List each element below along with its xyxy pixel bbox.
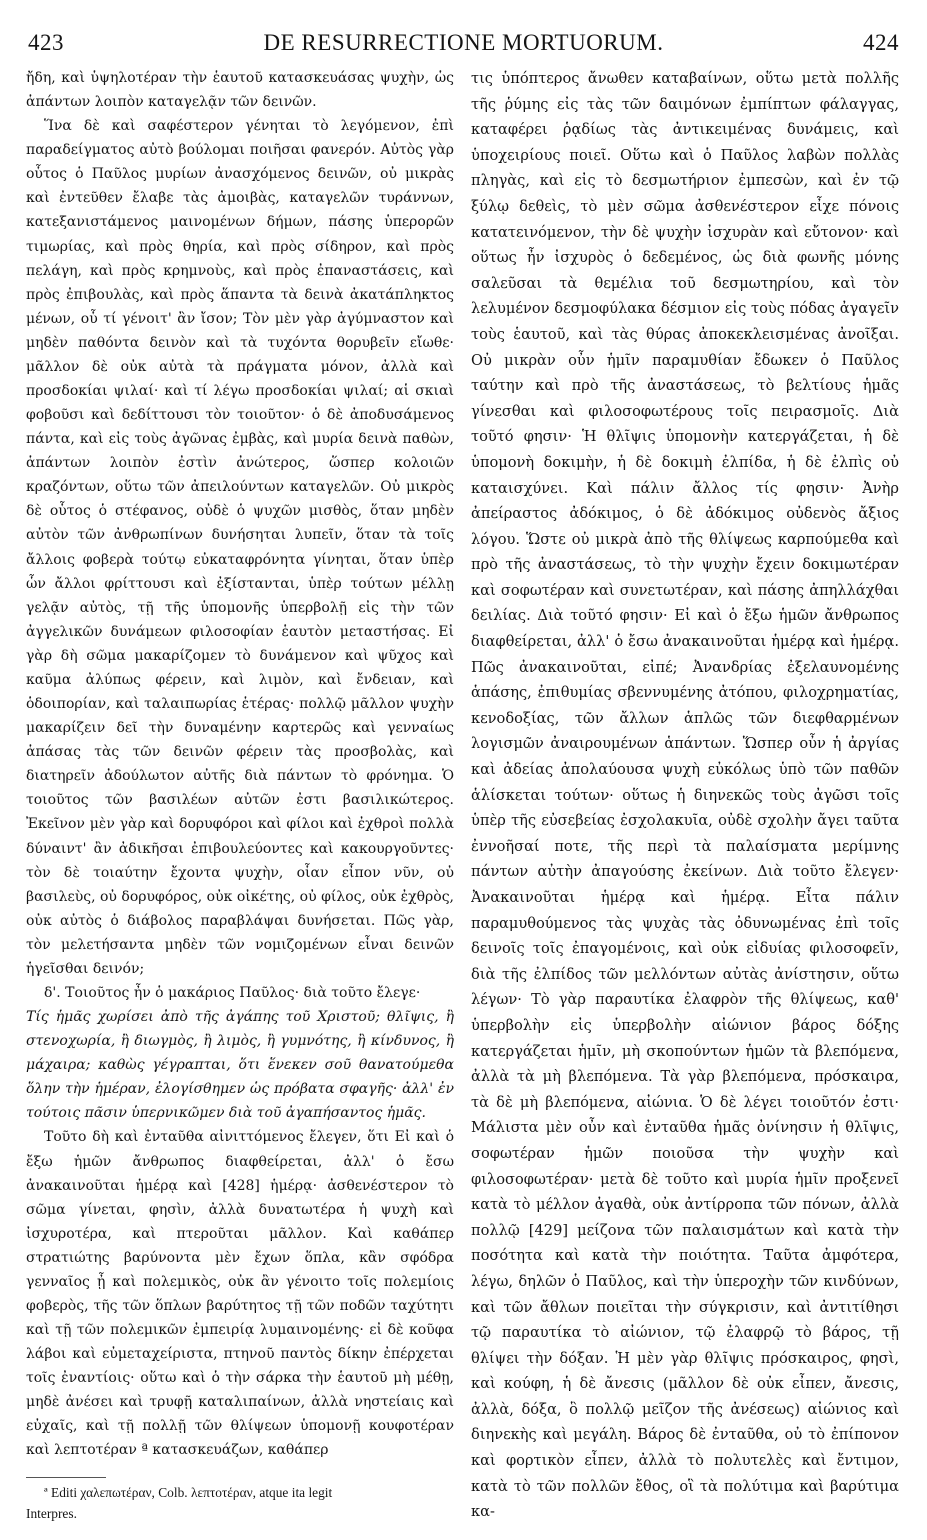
section-marker: δ'. Τοιοῦτος ἦν ὁ μακάριος Παῦλος· διὰ τοῦτο ἔλεγε· <box>44 984 421 1001</box>
footnote <box>26 1482 454 1524</box>
paragraph: ἤδη, καὶ ὑψηλοτέραν τὴν ἑαυτοῦ κατασκευάσας ψυχὴν, ὡς ἁπάντων λοιπὸν καταγελᾷν τῶν δεινῶν. <box>26 70 454 111</box>
footnote-rule <box>26 1477 106 1478</box>
right-column <box>471 66 899 1526</box>
left-column <box>26 66 454 1474</box>
page-number-left: 423 <box>28 30 64 55</box>
scripture-quote: Τίς ἡμᾶς χωρίσει ἀπὸ τῆς ἀγάπης τοῦ Χριστοῦ; θλῖψις, ἢ στενοχωρία, ἢ διωγμὸς, ἢ λιμὸς, ἢ γυμνότης, ἢ κίνδυνος, ἢ μάχαιρα; καθὼς γέγραπται, ὅτι ἕνεκεν σοῦ θανατούμεθα ὅλην τὴν ἡμέραν, ἐλογίσθημεν ὡς πρόβατα σφαγῆς· ἀλλ' ἐν τούτοις πᾶσιν ὑπερνικῶμεν διὰ τοῦ ἀγαπήσαντος ἡμᾶς. <box>26 1009 454 1122</box>
paragraph: Τοῦτο δὴ καὶ ἐνταῦθα αἰνιττόμενος ἔλεγεν, ὅτι Εἰ καὶ ὁ ἔξω ἡμῶν ἄνθρωπος διαφθείρεται, ἀλλ' ὁ ἔσω ἀνακαινοῦται ἡμέρᾳ καὶ [428] ἡμέρᾳ· ἀσθενέστερον τὸ σῶμα γίνεται, φησὶν, ἀλλὰ δυνατωτέρα ἡ ψυχὴ καὶ ἰσχυροτέρα, καὶ πτεροῦται μᾶλλον. Καὶ καθάπερ στρατιώτης βαρύνοντα μὲν ἔχων ὅπλα, κἂν σφόδρα γενναῖος ᾖ καὶ πολεμικὸς, οὐκ ἂν γένοιτο τοῖς πολεμίοις φοβερὸς, τῆς τῶν ὅπλων βαρύτητος τῇ τῶν ποδῶν ταχύτητι καὶ τῇ τῶν πολεμικῶν ἐμπειρίᾳ λυμαινομένης· εἰ δὲ κοῦφα λάβοι καὶ εὐμεταχείριστα, πτηνοῦ παντὸς δίκην ἐπέρχεται τοῖς ἐναντίοις· οὕτω καὶ ὁ τὴν σάρκα τὴν ἑαυτοῦ μὴ μέθῃ, μηδὲ ἀνέσει καὶ τρυφῇ καταλιπαίνων, ἀλλὰ νηστείαις καὶ εὐχαῖς, καὶ τῇ πολλῇ τῶν θλίψεων ὑπομονῇ κουφοτέραν καὶ λεπτοτέραν ª κατασκευάζων, καθάπερ <box>26 1129 454 1459</box>
paragraph: Ἵνα δὲ καὶ σαφέστερον γένηται τὸ λεγόμενον, ἐπὶ παραδείγματος αὐτὸ βούλομαι ποιῆσαι φανερόν. Αὐτὸς γὰρ οὗτος ὁ Παῦλος μυρίων ἀνασχόμενος δεινῶν, οὐ μικρὰς καὶ ἐντεῦθεν ἔλαβε τὰς ἀμοιβὰς, καταγελῶν τυράννων, κατεξανιστάμενος μαινομένων δήμων, πάσης ὑπερορῶν τιμωρίας, καὶ πρὸς θηρία, καὶ πρὸς σίδηρον, καὶ πρὸς πελάγη, καὶ πρὸς κρημνοὺς, καὶ πρὸς ἐπαναστάσεις, καὶ πρὸς ἐπιβουλὰς, καὶ πρὸς ἅπαντα τὰ δεινὰ ἀκατάπληκτος μένων, οὗ τί γένοιτ' ἂν ἴσον; Τὸν μὲν γὰρ ἀγύμναστον καὶ μηδὲν παθόντα δεινὸν καὶ τὰ τυχόντα θορυβεῖν εἴωθε· μᾶλλον δὲ οὐκ αὐτὰ τὰ πράγματα μόνον, ἀλλὰ καὶ προσδοκίαι ψιλαί· καὶ τί λέγω προσδοκίαι ψιλαί; αἱ σκιαὶ φοβοῦσι καὶ δεδίττουσι τὸν τοιοῦτον· ὁ δὲ ἀποδυσάμενος πάντα, καὶ εἰς τοὺς ἀγῶνας ἐμβὰς, καὶ μυρία δεινὰ παθὼν, ἁπάντων λοιπὸν ἐστὶν ἀνώτερος, ὥσπερ κολοιῶν κραζόντων, οὕτω τῶν ἀπειλούντων καταγελῶν. Οὐ μικρὸς δὲ οὗτος ὁ στέφανος, οὐδὲ ὁ ψυχῶν μισθὸς, ὅταν μηδὲν αὐτὸν τῶν ἀνθρωπίνων δυνήσηται λυπεῖν, ὅταν τὰ τοῖς ἄλλοις φοβερὰ τούτῳ εὐκαταφρόνητα γίνηται, ὅταν ὑπὲρ ὧν ἄλλοι φρίττουσι καὶ ἐξίστανται, ὑπὲρ τούτων μέλλῃ γελᾷν αὐτὸς, τῇ τῆς ὑπομονῆς ὑπερβολῇ εἰς τὴν τῶν ἀγγελικῶν δυνάμεων φιλοσοφίαν ἑαυτὸν μεταστήσας. Εἰ γὰρ δὴ σῶμα μακαρίζομεν τὸ δυνάμενον καὶ ψῦχος καὶ καῦμα ἀλύπως φέρειν, καὶ λιμὸν, καὶ ἔνδειαν, καὶ ὁδοιπορίαν, καὶ ταλαιπωρίας ἑτέρας· πολλῷ μᾶλλον ψυχὴν μακαρίζειν δεῖ τὴν δυναμένην καρτερῶς καὶ γενναίως ἁπάσας τὰς τῶν δεινῶν φέρειν τὰς προσβολὰς, καὶ διατηρεῖν ἀδούλωτον αὐτῆς διὰ πάντων τὸ φρόνημα. Ὁ τοιοῦτος τῶν βασιλέων αὐτῶν ἐστι βασιλικώτερος. Ἐκεῖνον μὲν γὰρ καὶ δορυφόροι καὶ φίλοι καὶ ἐχθροὶ πολλὰ δύναιντ' ἂν ἀδικῆσαι ἐπιβουλεύοντες καὶ κακουργοῦντες· τὸν δὲ τοιαύτην ἔχοντα ψυχὴν, οἷαν εἶπον νῦν, οὐ βασιλεὺς, οὐ δορυφόρος, οὐκ οἰκέτης, οὐ φίλος, οὐκ ἐχθρὸς, οὐκ αὐτὸς ὁ διάβολος παραβλάψαι δυνήσεται. Πῶς γὰρ, τὸν μελετήσαντα μηδὲν τῶν νομιζομένων εἶναι δεινῶν ἡγεῖσθαι δεινόν; <box>26 118 454 977</box>
footnote-line: Interpres. <box>26 1506 77 1521</box>
paragraph: τις ὑπόπτερος ἄνωθεν καταβαίνων, οὕτω μετὰ πολλῆς τῆς ῥύμης εἰς τὰς τῶν δαιμόνων ἐμπίπτων φάλαγγας, καταφέρει ῥᾳδίως τὰς ἀντικειμένας δυνάμεις, καὶ ὑποχειρίους ποιεῖ. Οὕτω καὶ ὁ Παῦλος λαβὼν πολλὰς πληγὰς, καὶ εἰς τὸ δεσμωτήριον ἐμπεσὼν, καὶ ἐν τῷ ξύλῳ δεθεὶς, τὸ μὲν σῶμα ἀσθενέστερον εἶχε πόνοις κατατεινόμενον, τὴν δὲ ψυχὴν ἰσχυρὰν καὶ εὔτονον· καὶ οὕτως ἦν ἰσχυρὸς ὁ δεδεμένος, ὡς διὰ φωνῆς μόνης σαλεῦσαι τὰ θεμέλια τοῦ δεσμωτηρίου, καὶ τὸν λελυμένον δεσμοφύλακα δέσμιον εἰς τοὺς πόδας ἀγαγεῖν τοὺς ἑαυτοῦ, καὶ τὰς θύρας ἀποκεκλεισμένας ἀνοῖξαι. Οὐ μικρὰν οὖν ἡμῖν παραμυθίαν ἔδωκεν ὁ Παῦλος ταύτην καὶ πρὸ τῆς ἀναστάσεως, τὸ βελτίους ἡμᾶς γίνεσθαι καὶ φιλοσοφωτέρους τοῖς πειρασμοῖς. Διὰ τοῦτό φησιν· Ἡ θλῖψις ὑπομονὴν κατεργάζεται, ἡ δὲ ὑπομονὴ δοκιμὴν, ἡ δὲ δοκιμὴ ἐλπίδα, ἡ δὲ ἐλπὶς οὐ καταισχύνει. Καὶ πάλιν ἄλλος τίς φησιν· Ἀνὴρ ἀπείραστος ἀδόκιμος, ὁ δὲ ἀδόκιμος οὐδενὸς ἄξιος λόγου. Ὥστε οὐ μικρὰ ἀπὸ τῆς θλίψεως καρπούμεθα καὶ πρὸ τῆς ἀναστάσεως, τὸ τὴν ψυχὴν ἔχειν δοκιμωτέραν καὶ σοφωτέραν καὶ συνετωτέραν, καὶ πάσης ἀπηλλάχθαι δειλίας. Διὰ τοῦτό φησιν· Εἰ καὶ ὁ ἔξω ἡμῶν ἄνθρωπος διαφθείρεται, ἀλλ' ὁ ἔσω ἀνακαινοῦται ἡμέρᾳ καὶ ἡμέρᾳ. Πῶς ἀνακαινοῦται, εἰπέ; Ἀνανδρίας ἐξελαυνομένης ἁπάσης, ἐπιθυμίας σβεννυμένης ἀτόπου, φιλοχρηματίας, κενοδοξίας, τῶν ἄλλων ἁπλῶς τῶν διεφθαρμένων λογισμῶν ἀναιρουμένων ἁπάντων. Ὥσπερ οὖν ἡ ἀργίας καὶ ἀδείας ἀπολαύουσα ψυχὴ εὐκόλως ὑπὸ τῶν παθῶν ἁλίσκεται τούτων· οὕτως ἡ διηνεκῶς τοὺς ἀγῶσι τοῖς ὑπὲρ τῆς εὐσεβείας ἐσχολακυῖα, οὐδὲ σχολὴν ἄγει ταῦτα ἐννοῆσαί ποτε, τῆς περὶ τὰ παλαίσματα μερίμνης πάντων αὐτὴν ἀπαγούσης ἐκείνων. Διὰ τοῦτο ἔλεγεν· Ἀνακαινοῦται ἡμέρᾳ καὶ ἡμέρᾳ. Εἶτα πάλιν παραμυθούμενος τὰς ψυχὰς τὰς ὀδυνωμένας ἐπὶ τοῖς δεινοῖς τοῖς ἐπαγομένοις, καὶ οὐκ εἰδυίας φιλοσοφεῖν, διὰ τῆς ἐλπίδος τῶν μελλόντων αὐτὰς ἀνίστησιν, οὕτω λέγων· Τὸ γὰρ παραυτίκα ἐλαφρὸν τῆς θλίψεως, καθ' ὑπερβολὴν εἰς ὑπερβολὴν αἰώνιον βάρος δόξης κατεργάζεται ἡμῖν, μὴ σκοπούντων ἡμῶν τὰ βλεπόμενα, ἀλλὰ τὰ μὴ βλεπόμενα. Τὰ γὰρ βλεπόμενα, πρόσκαιρα, τὰ δὲ μὴ βλεπόμενα, αἰώνια. Ὁ δὲ λέγει τοιοῦτόν ἐστι· Μάλιστα μὲν οὖν καὶ ἐνταῦθα ἡμᾶς ὀνίνησιν ἡ θλῖψις, σοφωτέραν ἡμῶν ποιοῦσα τὴν ψυχὴν καὶ φιλοσοφωτέραν· μετὰ δὲ τοῦτο καὶ μυρία ἡμῖν προξενεῖ κατὰ τὸ μέλλον ἀγαθὰ, οὐκ ἀντίρροπα τῶν πόνων, ἀλλὰ πολλῷ [429] μείζονα τῶν παλαισμάτων καὶ κατὰ τὴν ποσότητα καὶ κατὰ τὴν ποιότητα. Ταῦτα ἀμφότερα, λέγω, δηλῶν ὁ Παῦλος, καὶ τὴν ὑπεροχὴν τῶν κινδύνων, καὶ τῶν ἄθλων ποιεῖται τὴν σύγκρισιν, καὶ ἀντιτίθησι τῷ παραυτίκα τὸ αἰώνιον, τῷ ἐλαφρῷ τὸ βάρος, τῇ θλίψει τὴν δόξαν. Ἡ μὲν γὰρ θλῖψις πρόσκαιρος, φησὶ, καὶ κούφη, ἡ δὲ ἄνεσις (μᾶλλον δὲ οὐκ εἶπεν, ἄνεσις, ἀλλὰ, δόξα, ὃ πολλῷ μεῖζον τῆς ἀνέσεως) αἰώνιος καὶ διηνεκὴς καὶ μεγάλη. Βάρος δὲ ἐνταῦθα, οὐ τὸ ἐπίπονον καὶ φορτικὸν εἶπεν, ἀλλὰ τὸ πολυτελὲς καὶ ἔντιμον, κατὰ τὸ τῶν πολλῶν ἔθος, οἳ τὰ πολύτιμα καὶ βαρύτιμα κα- <box>471 70 899 1521</box>
page-number-right: 424 <box>863 30 899 55</box>
footnote-line: ª Editi χαλεπωτέραν, Colb. λεπτοτέραν, atque ita legit <box>44 1485 333 1500</box>
running-title: DE RESURRECTIONE MORTUORUM. <box>263 30 664 55</box>
running-header <box>26 30 901 60</box>
